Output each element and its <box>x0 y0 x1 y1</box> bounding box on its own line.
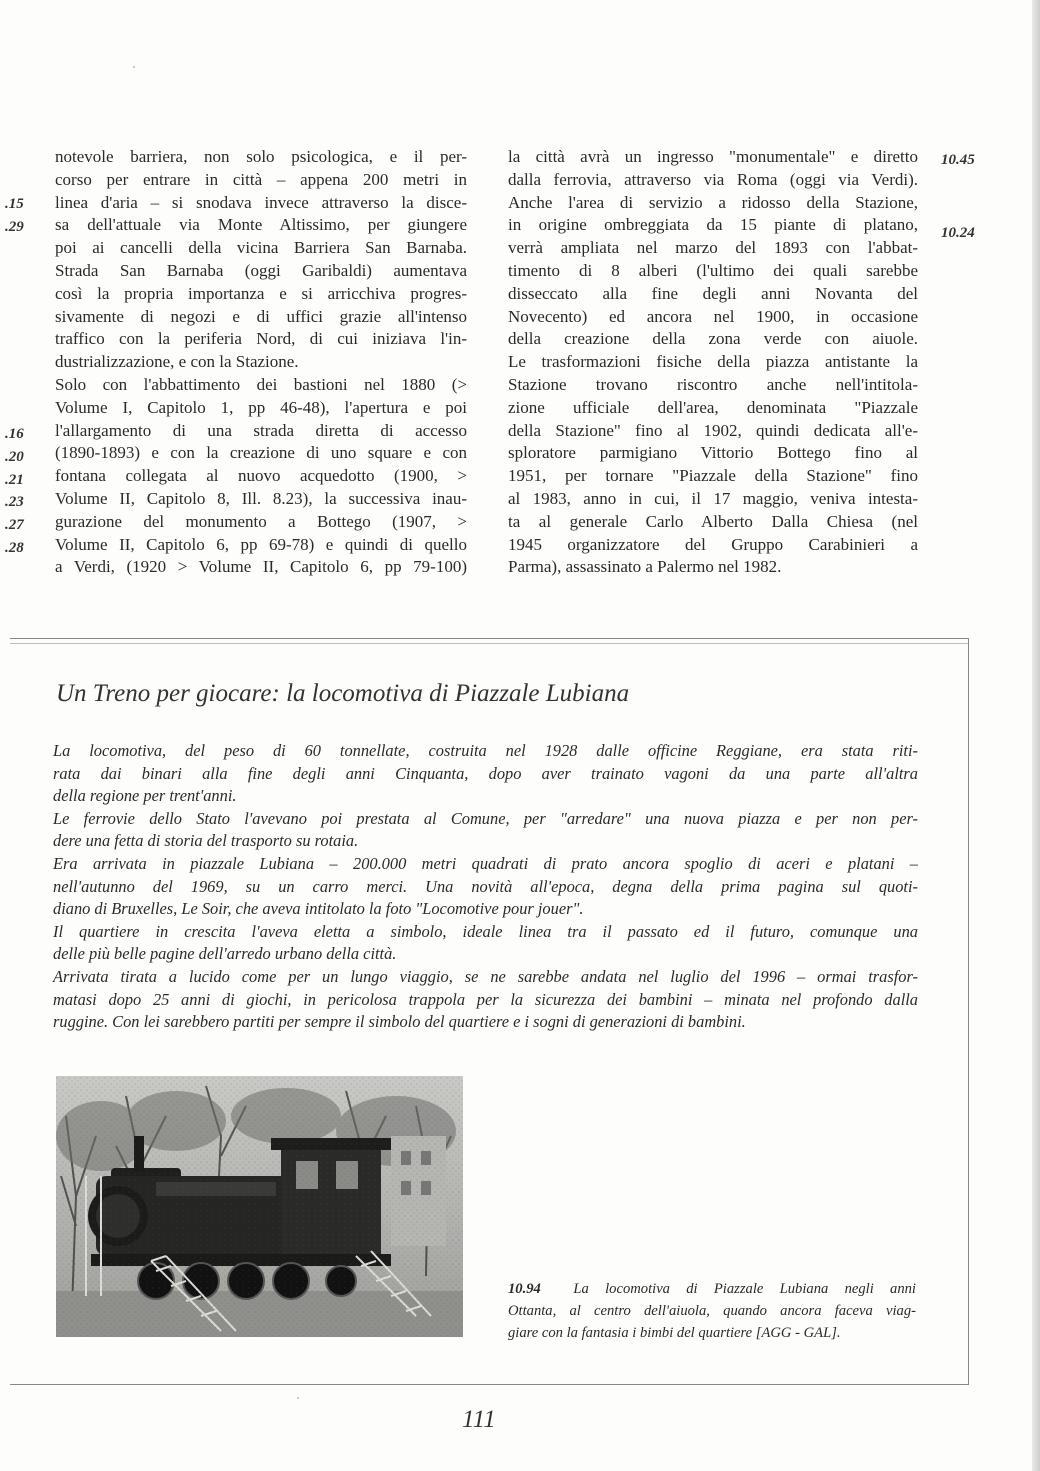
text-line: verrà ampliata nel marzo del 1893 con l'abbat- <box>508 238 918 258</box>
margin-ref: .29 <box>5 219 24 235</box>
margin-ref: .16 <box>5 426 24 442</box>
text-line: dalla ferrovia, attraverso via Roma (oggi via Verdi). <box>508 169 918 189</box>
text-line: poi ai cancelli della vicina Barriera San Barnaba. <box>55 238 467 258</box>
margin-ref: .20 <box>5 449 24 465</box>
text-line: sa dell'attuale via Monte Altissimo, per giungere <box>55 215 467 235</box>
text-line: dustrializzazione, e con la Stazione. <box>55 352 299 372</box>
text-line: disseccato alla fine degli anni Novanta del <box>508 283 918 303</box>
margin-ref: .23 <box>5 494 24 510</box>
text-line: timento di 8 alberi (l'ultimo dei quali sarebbe <box>508 260 918 280</box>
page-edge-shadow <box>1032 0 1040 1471</box>
margin-ref: .28 <box>5 540 24 556</box>
text-line: Le trasformazioni fisiche della piazza antistante la <box>508 352 918 372</box>
margin-ref: .21 <box>5 472 24 488</box>
box-line: delle più belle pagine dell'arredo urbano della città. <box>53 944 397 964</box>
text-line: Volume II, Capitolo 6, pp 69-78) e quindi di quello <box>55 534 467 554</box>
photo-caption <box>508 1278 916 1344</box>
box-body <box>53 740 918 1034</box>
text-line: a Verdi, (1920 > Volume II, Capitolo 6, pp 79-100) <box>55 557 467 577</box>
caption-text: La locomotiva di Piazzale Lubiana negli anni <box>573 1281 916 1297</box>
text-line: sploratore parmigiano Vittorio Bottego fino al <box>508 443 918 463</box>
box-line: matasi dopo 25 anni di giochi, in pericolosa trappola per la sicurezza dei bambini – minata nel profondo dalla <box>53 989 918 1009</box>
right-text-column <box>508 146 918 579</box>
box-line: La locomotiva, del peso di 60 tonnellate, costruita nel 1928 dalle officine Reggiane, era stata riti- <box>53 741 918 760</box>
text-line: Stazione trovano riscontro anche nell'intitola- <box>508 374 918 394</box>
text-line: ta al generale Carlo Alberto Dalla Chiesa (nel <box>508 511 918 531</box>
box-line: Le ferrovie dello Stato l'avevano poi prestata al Comune, per "arredare" una nuova piazza e per non per- <box>53 808 918 828</box>
text-line: Volume I, Capitolo 1, pp 46-48), l'apertura e poi <box>55 397 467 417</box>
box-line: ruggine. Con lei sarebbero partiti per sempre il simbolo del quartiere e i sogni di generazioni di bambini. <box>53 1012 746 1032</box>
text-line: Parma), assassinato a Palermo nel 1982. <box>508 557 782 577</box>
text-line: così la propria importanza e si arricchiva progres- <box>55 283 467 303</box>
text-line: linea d'aria – si snodava invece attraverso la disce- <box>55 192 467 212</box>
text-line: Anche l'area di servizio a ridosso della Stazione, <box>508 192 918 212</box>
box-title: Un Treno per giocare: la locomotiva di Piazzale Lubiana <box>56 680 630 707</box>
box-line: Il quartiere in crescita l'aveva eletta a simbolo, ideale linea tra il passato ed il futuro, comunque una <box>53 921 918 941</box>
margin-ref: 10.24 <box>941 225 975 241</box>
text-line: al 1983, anno in cui, il 17 maggio, veniva intesta- <box>508 488 918 508</box>
text-line: della Stazione" fino al 1902, quindi dedicata all'e- <box>508 420 918 440</box>
text-line: corso per entrare in città – appena 200 metri in <box>55 169 467 189</box>
text-line: gurazione del monumento a Bottego (1907, > <box>55 511 467 531</box>
text-line: sivamente di negozi e di uffici grazie all'intenso <box>55 306 467 326</box>
margin-ref: .15 <box>5 196 24 212</box>
locomotive-photo <box>56 1076 463 1337</box>
box-line: diano di Bruxelles, Le Soir, che aveva intitolato la foto "Locomotive pour jouer". <box>53 899 584 919</box>
text-line: traffico con la periferia Nord, di cui iniziava l'in- <box>55 329 467 349</box>
text-line: 1951, per tornare "Piazzale della Stazione" fino <box>508 466 918 486</box>
text-line: Solo con l'abbattimento dei bastioni nel 1880 (> <box>55 374 467 394</box>
text-line: notevole barriera, non solo psicologica, e il per- <box>55 147 467 166</box>
box-line: Arrivata tirata a lucido come per un lungo viaggio, se ne sarebbe andata nel luglio del 1996 – ormai trasfor- <box>53 966 918 986</box>
text-line: della creazione della zona verde con aiuole. <box>508 329 918 349</box>
caption-line <box>508 1278 916 1300</box>
box-line: rata dai binari alla fine degli anni Cinquanta, dopo aver trainato vagoni da una parte all'altra <box>53 763 918 783</box>
sidebar-box-rule <box>10 643 968 644</box>
text-line: la città avrà un ingresso "monumentale" e diretto <box>508 147 918 166</box>
text-line: fontana collegata al nuovo acquedotto (1900, > <box>55 466 467 486</box>
caption-line: giare con la fantasia i bimbi del quartiere [AGG - GAL]. <box>508 1325 841 1341</box>
margin-ref: 10.45 <box>941 152 975 168</box>
caption-number: 10.94 <box>508 1281 541 1297</box>
text-line: l'allargamento di una strada diretta di accesso <box>55 420 467 440</box>
text-line: (1890-1893) e con la creazione di uno square e con <box>55 443 467 463</box>
left-text-column <box>55 146 467 579</box>
box-line: nell'autunno del 1969, su un carro merci. Una novità all'epoca, degna della prima pagina sul quoti- <box>53 876 918 896</box>
scan-speck <box>297 1397 299 1399</box>
text-line: zione ufficiale dell'area, denominata "Piazzale <box>508 397 918 417</box>
margin-ref: .27 <box>5 517 24 533</box>
text-line: Novecento) ed ancora nel 1900, in occasione <box>508 306 918 326</box>
box-line: dere una fetta di storia del trasporto su rotaia. <box>53 831 359 851</box>
caption-line: Ottanta, al centro dell'aiuola, quando ancora faceva viag- <box>508 1303 916 1319</box>
text-line: Volume II, Capitolo 8, Ill. 8.23), la successiva inau- <box>55 488 467 508</box>
scan-speck <box>133 66 135 68</box>
page-number: 111 <box>462 1406 496 1433</box>
box-line: Era arrivata in piazzale Lubiana – 200.000 metri quadrati di prato ancora spoglio di aceri e platani – <box>53 853 918 873</box>
text-line: 1945 organizzatore del Gruppo Carabinieri a <box>508 534 918 554</box>
text-line: Strada San Barnaba (oggi Garibaldi) aumentava <box>55 260 467 280</box>
text-line: in origine ombreggiata da 15 piante di platano, <box>508 215 918 235</box>
box-line: della regione per trent'anni. <box>53 786 237 806</box>
